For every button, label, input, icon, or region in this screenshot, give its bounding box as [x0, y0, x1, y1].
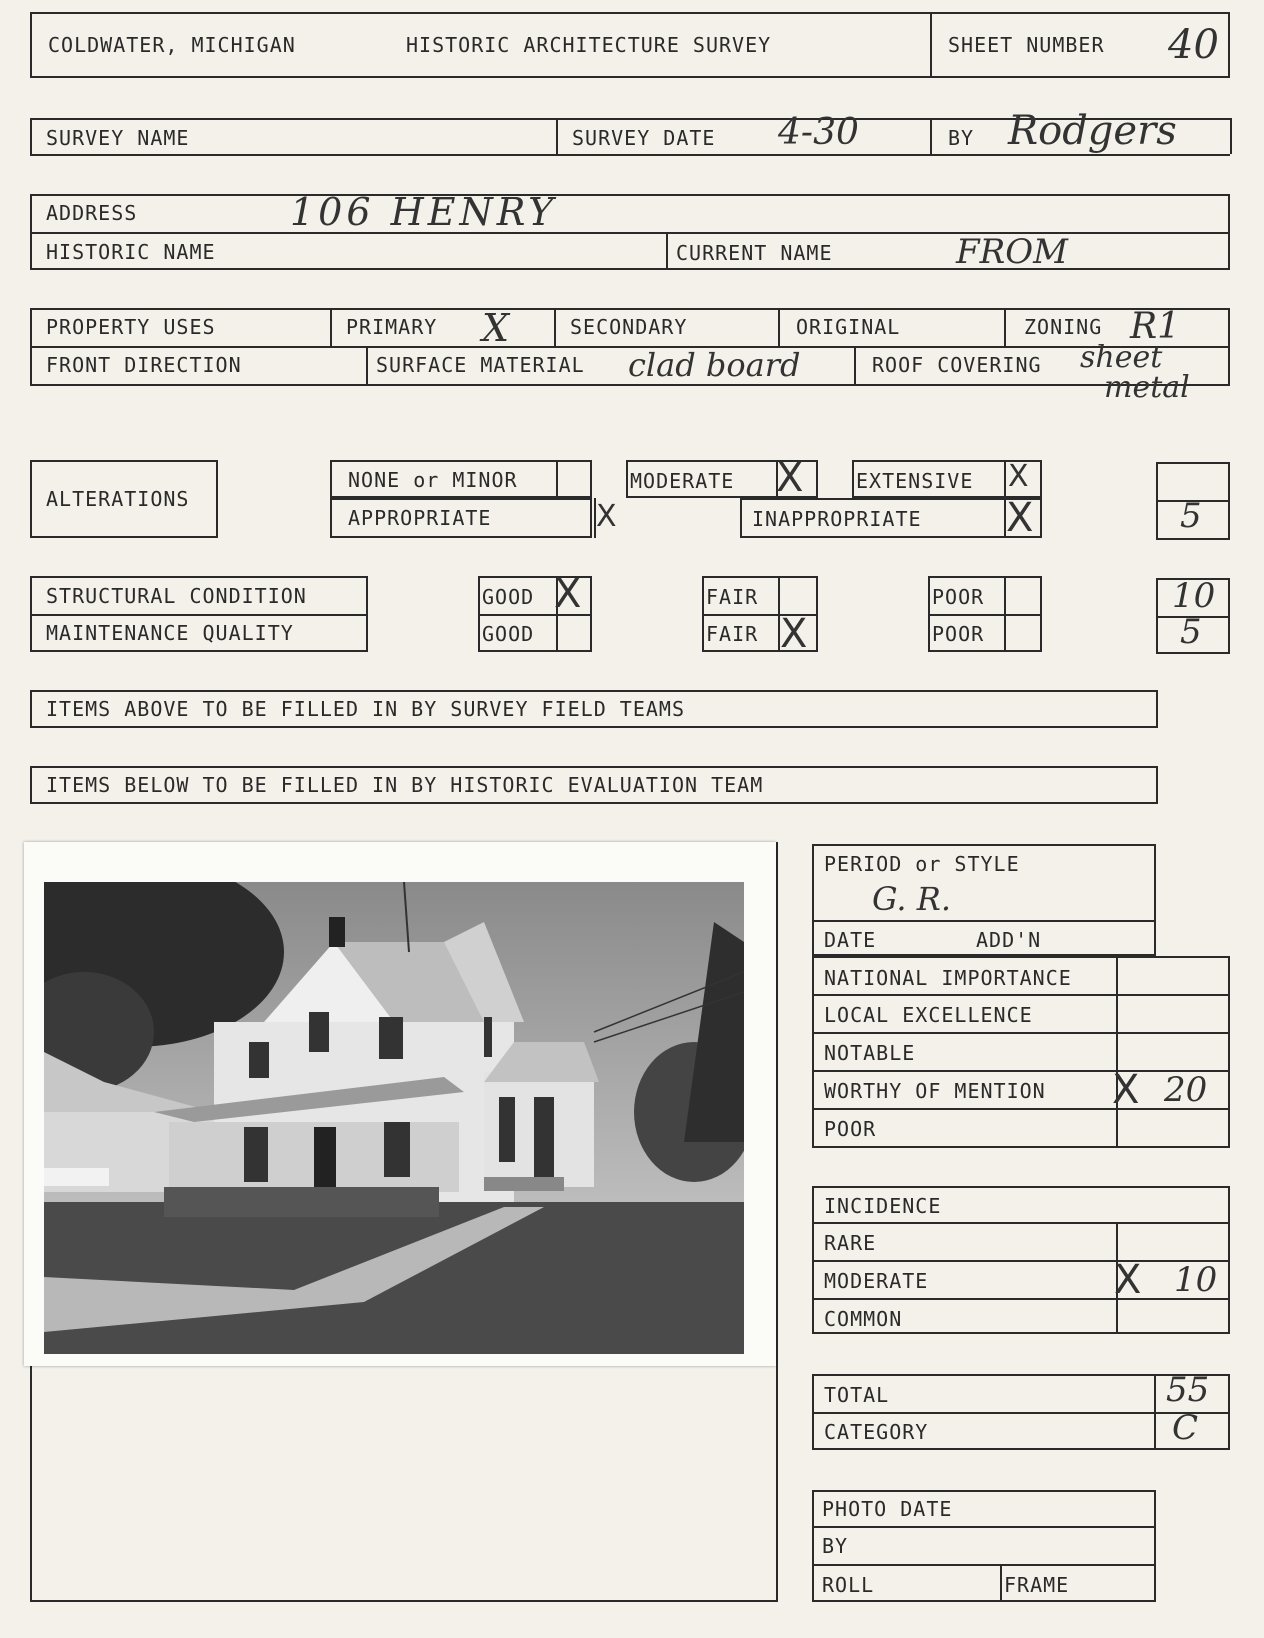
fair-maintenance-label: FAIR — [706, 622, 759, 646]
worthy-mark: X — [1112, 1067, 1140, 1113]
addn-label: ADD'N — [976, 928, 1042, 952]
property-uses-label: PROPERTY USES — [46, 315, 216, 339]
field-notes-right — [1156, 690, 1158, 726]
poor-mid — [928, 614, 1042, 616]
original-label: ORIGINAL — [796, 315, 901, 339]
local-excellence-label: LOCAL EXCELLENCE — [824, 1003, 1033, 1027]
eval-notes-bottom — [30, 802, 1158, 804]
survey-row-bottom — [30, 154, 1230, 156]
current-name-label: CURRENT NAME — [676, 241, 833, 265]
photo-by-label: BY — [822, 1534, 849, 1558]
period-style-label: PERIOD or STYLE — [824, 852, 1020, 876]
eval-notes-top — [30, 766, 1158, 768]
uses-div-2 — [554, 308, 556, 346]
historic-name-label: HISTORIC NAME — [46, 240, 216, 264]
period-style-value: G. R. — [872, 880, 952, 918]
imp-line-1 — [812, 994, 1230, 996]
moderate-alt-label: MODERATE — [630, 469, 735, 493]
national-importance-label: NATIONAL IMPORTANCE — [824, 966, 1072, 990]
inc-line-3 — [812, 1298, 1230, 1300]
maintenance-score: 5 — [1180, 612, 1202, 652]
extensive-label: EXTENSIVE — [856, 469, 974, 493]
imp-line-2 — [812, 1032, 1230, 1034]
frame-label: FRAME — [1004, 1573, 1070, 1597]
notable-label: NOTABLE — [824, 1041, 916, 1065]
condition-mid-line — [30, 614, 368, 616]
fair-maintenance-mark: X — [780, 611, 808, 657]
incidence-moderate-label: MODERATE — [824, 1269, 929, 1293]
current-name-value: FROM — [956, 232, 1068, 272]
maintenance-quality-label: MAINTENANCE QUALITY — [46, 621, 294, 645]
structural-condition-label: STRUCTURAL CONDITION — [46, 584, 307, 608]
zoning-label: ZONING — [1024, 315, 1103, 339]
surface-material-value: clad board — [628, 346, 801, 384]
zoning-value: R1 — [1130, 306, 1181, 347]
photo-info-div — [1000, 1564, 1002, 1602]
none-minor-label: NONE or MINOR — [348, 468, 518, 492]
category-label: CATEGORY — [824, 1420, 929, 1444]
survey-right-edge — [1230, 118, 1232, 154]
photo-info-line-1 — [812, 1526, 1156, 1528]
survey-divider-2 — [930, 118, 932, 154]
incidence-label: INCIDENCE — [824, 1194, 942, 1218]
rare-label: RARE — [824, 1231, 877, 1255]
survey-date-label: SURVEY DATE — [572, 126, 716, 150]
appropriate-label: APPROPRIATE — [348, 506, 492, 530]
total-value: 55 — [1166, 1370, 1210, 1410]
appropriate-mark: X — [596, 499, 617, 534]
alterations-label: ALTERATIONS — [46, 487, 190, 511]
good-maintenance-label: GOOD — [482, 622, 535, 646]
roof-covering-value-1: sheet — [1080, 340, 1163, 375]
totals-mid — [812, 1412, 1230, 1414]
eval-notes-right — [1156, 766, 1158, 802]
field-teams-note: ITEMS ABOVE TO BE FILLED IN BY SURVEY FIELD TEAMS — [46, 697, 686, 721]
survey-divider-1 — [556, 118, 558, 154]
survey-left-edge — [30, 118, 32, 154]
worthy-score: 20 — [1164, 1070, 1208, 1110]
uses-div-5 — [366, 346, 368, 386]
uses-div-3 — [778, 308, 780, 346]
incidence-moderate-mark: X — [1114, 1257, 1142, 1303]
primary-mark: X — [482, 306, 510, 350]
moderate-alt-mark: X — [776, 455, 804, 501]
worthy-of-mention-label: WORTHY OF MENTION — [824, 1079, 1046, 1103]
header-divider — [930, 12, 932, 78]
inappropriate-mark: X — [1006, 495, 1034, 541]
alterations-score: 5 — [1180, 496, 1202, 536]
house-photo-svg — [44, 882, 744, 1354]
address-divider — [666, 232, 668, 270]
survey-name-label: SURVEY NAME — [46, 126, 190, 150]
poor-div — [1004, 576, 1006, 652]
poor-maintenance-label: POOR — [932, 622, 985, 646]
common-label: COMMON — [824, 1307, 903, 1331]
total-label: TOTAL — [824, 1383, 890, 1407]
address-value: 106 HENRY — [290, 190, 558, 234]
uses-div-1 — [330, 308, 332, 346]
eval-date-label: DATE — [824, 928, 877, 952]
period-date-line — [812, 920, 1156, 922]
surface-material-label: SURFACE MATERIAL — [376, 353, 585, 377]
inappropriate-label: INAPPROPRIATE — [752, 507, 922, 531]
incidence-moderate-score: 10 — [1174, 1260, 1218, 1300]
uses-div-4 — [1004, 308, 1006, 346]
importance-check-div — [1116, 956, 1118, 1148]
photo-info-line-2 — [812, 1564, 1156, 1566]
primary-label: PRIMARY — [346, 315, 438, 339]
none-minor-check-div — [556, 460, 558, 498]
evaluation-team-note: ITEMS BELOW TO BE FILLED IN BY HISTORIC EVALUATION TEAM — [46, 773, 764, 797]
address-label: ADDRESS — [46, 201, 138, 225]
field-notes-left — [30, 690, 32, 726]
photo-date-label: PHOTO DATE — [822, 1497, 953, 1521]
front-direction-label: FRONT DIRECTION — [46, 353, 242, 377]
survey-date-value: 4-30 — [778, 112, 859, 153]
eval-notes-left — [30, 766, 32, 802]
totals-div — [1154, 1374, 1156, 1450]
inc-line-1 — [812, 1222, 1230, 1224]
sheet-number-label: SHEET NUMBER — [948, 33, 1105, 57]
good-structural-label: GOOD — [482, 585, 535, 609]
roof-covering-label: ROOF COVERING — [872, 353, 1042, 377]
photo-mount — [24, 842, 776, 1366]
field-notes-top — [30, 690, 1158, 692]
poor-structural-label: POOR — [932, 585, 985, 609]
page-title: HISTORIC ARCHITECTURE SURVEY — [406, 33, 772, 57]
roll-label: ROLL — [822, 1573, 875, 1597]
category-value: C — [1172, 1408, 1199, 1448]
eval-poor-label: POOR — [824, 1117, 877, 1141]
fair-structural-label: FAIR — [706, 585, 759, 609]
uses-div-6 — [854, 346, 856, 386]
extensive-mark: X — [1008, 459, 1029, 494]
inc-line-2 — [812, 1260, 1230, 1262]
good-structural-mark: X — [554, 571, 582, 617]
house-photo — [44, 882, 744, 1354]
header-city: COLDWATER, MICHIGAN — [48, 33, 296, 57]
secondary-label: SECONDARY — [570, 315, 688, 339]
survey-by-value: Rodgers — [1008, 108, 1177, 154]
roof-covering-value-2: metal — [1104, 370, 1190, 405]
survey-by-label: BY — [948, 126, 975, 150]
extensive-check-div — [1004, 460, 1006, 498]
structural-score: 10 — [1172, 576, 1216, 616]
sheet-number-value: 40 — [1168, 22, 1219, 68]
field-notes-bottom — [30, 726, 1158, 728]
